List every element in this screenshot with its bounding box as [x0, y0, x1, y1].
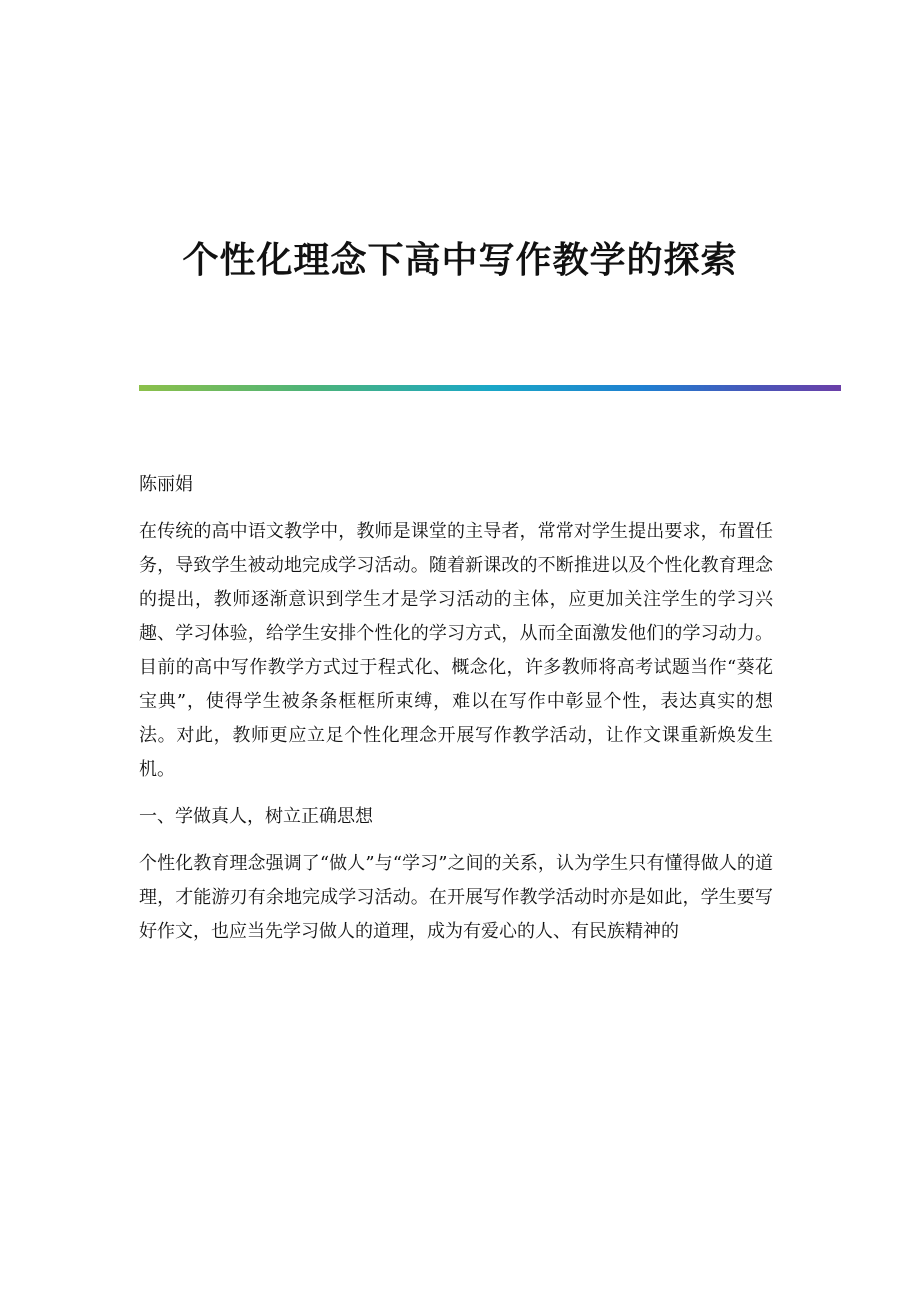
- author-name: 陈丽娟: [139, 474, 193, 495]
- section-paragraph: 个性化教育理念强调了“做人”与“学习”之间的关系，认为学生只有懂得做人的道理，才能游刃有余地完成学习活动。在开展写作教学活动时亦是如此，学生要写好作文，也应当先学习做人的道理，成为有爱心的人、有民族精神的: [139, 853, 773, 942]
- document-title: 个性化理念下高中写作教学的探索: [182, 239, 738, 282]
- title-divider: [139, 385, 841, 391]
- section-heading: 一、学做真人，树立正确思想: [139, 806, 373, 827]
- intro-paragraph: 在传统的高中语文教学中，教师是课堂的主导者，常常对学生提出要求，布置任务，导致学生被动地完成学习活动。随着新课改的不断推进以及个性化教育理念的提出，教师逐渐意识到学生才是学习活动的主体，应更加关注学生的学习兴趣、学习体验，给学生安排个性化的学习方式，从而全面激发他们的学习动力。目前的高中写作教学方式过于程式化、概念化，许多教师将高考试题当作“葵花宝典”，使得学生被条条框框所束缚，难以在写作中彰显个性，表达真实的想法。对此，教师更应立足个性化理念开展写作教学活动，让作文课重新焕发生机。: [139, 521, 773, 780]
- document-body: [139, 468, 773, 962]
